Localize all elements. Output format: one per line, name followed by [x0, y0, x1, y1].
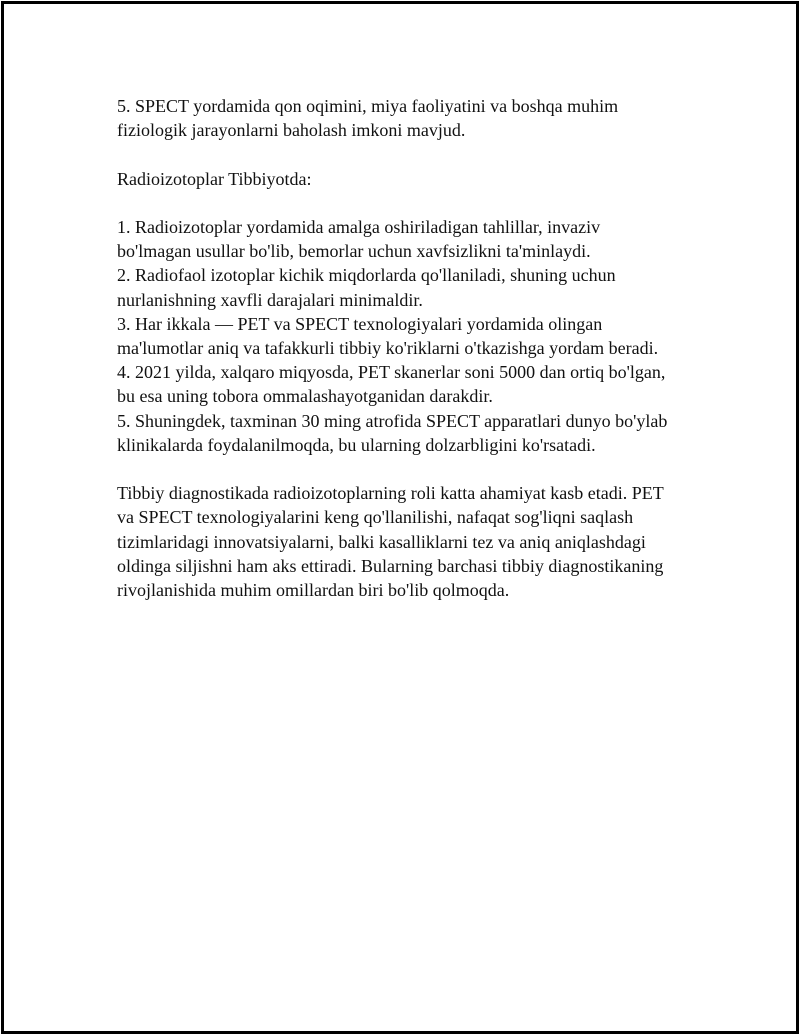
text-line: bo'lmagan usullar bo'lib, bemorlar uchun xavfsizlikni ta'minlaydi. — [117, 241, 591, 262]
conclusion-paragraph — [117, 481, 697, 602]
text-line: oldinga siljishni ham aks ettiradi. Bularning barchasi tibbiy diagnostikaning — [117, 555, 664, 576]
text-line: va SPECT texnologiyalarini keng qo'llanilishi, nafaqat sog'liqni saqlash — [117, 507, 634, 528]
text-line: 3. Har ikkala — PET va SPECT texnologiyalari yordamida olingan — [117, 313, 603, 334]
text-line: Tibbiy diagnostikada radioizotoplarning roli katta ahamiyat kasb etadi. PET — [117, 483, 664, 504]
list-item — [117, 263, 697, 311]
text-line: tizimlaridagi innovatsiyalarni, balki kasalliklarni tez va aniq aniqlashdagi — [117, 531, 646, 552]
text-line: 5. SPECT yordamida qon oqimini, miya faoliyatini va boshqa muhim — [117, 96, 619, 116]
text-line: 2. Radiofaol izotoplar kichik miqdorlarda qo'llaniladi, shuning uchun — [117, 265, 616, 286]
intro-paragraph — [117, 94, 697, 142]
list-item — [117, 312, 697, 360]
paragraph-spacer — [117, 142, 697, 166]
list-item — [117, 409, 697, 457]
text-line: 1. Radioizotoplar yordamida amalga oshiriladigan tahlillar, invaziv — [117, 216, 601, 237]
text-line: bu esa uning tobora ommalashayotganidan darakdir. — [117, 386, 493, 407]
paragraph-spacer — [117, 457, 697, 481]
text-line: klinikalarda foydalanilmoqda, bu ularning dolzarbligini ko'rsatadi. — [117, 434, 596, 455]
heading-text: Radioizotoplar Tibbiyotda: — [117, 168, 312, 189]
list-item — [117, 360, 697, 408]
text-line: rivojlanishida muhim omillardan biri bo'lib qolmoqda. — [117, 580, 510, 601]
list-item — [117, 215, 697, 263]
text-line: 5. Shuningdek, taxminan 30 ming atrofida SPECT apparatlari dunyo bo'ylab — [117, 410, 668, 431]
text-line: fiziologik jarayonlarni baholash imkoni mavjud. — [117, 120, 466, 141]
text-line: 4. 2021 yilda, xalqaro miqyosda, PET skanerlar soni 5000 dan ortiq bo'lgan, — [117, 362, 666, 383]
text-line: nurlanishning xavfli darajalari minimaldir. — [117, 289, 423, 310]
paragraph-spacer — [117, 191, 697, 215]
text-line: ma'lumotlar aniq va tafakkurli tibbiy ko'riklarni o'tkazishga yordam beradi. — [117, 338, 659, 358]
section-heading — [117, 167, 697, 191]
document-body — [117, 94, 697, 602]
